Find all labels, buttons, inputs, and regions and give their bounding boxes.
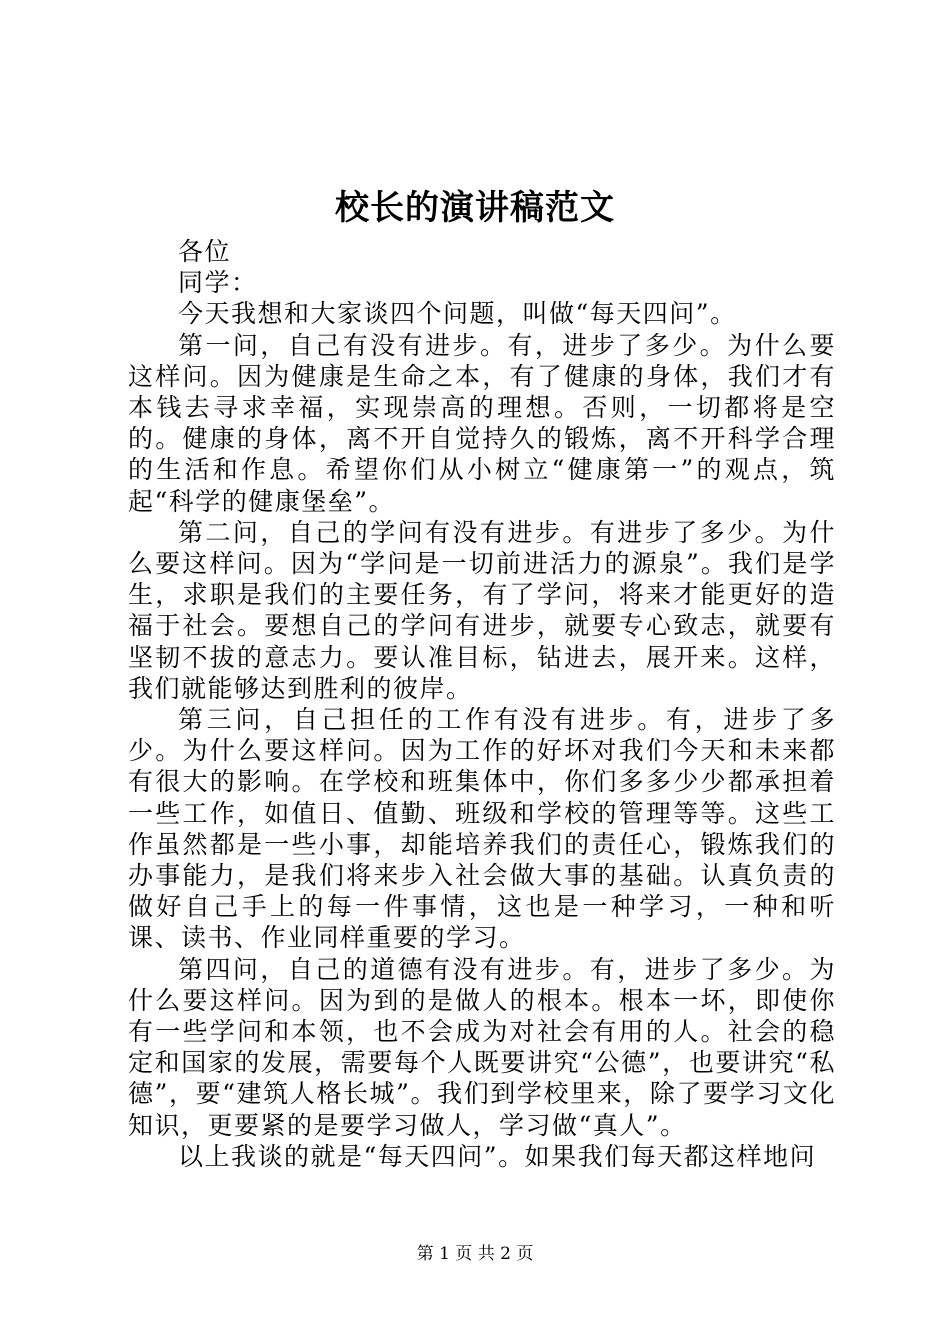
paragraph-question-2: 第二问，自己的学问有没有进步。有进步了多少。为什么要这样问。因为“学问是一切前进活力的源泉”。我们是学生，求职是我们的主要任务，有了学问，将来才能更好的造福于社会。要想自己的学问有进步，就要专心致志，就要有坚韧不拔的意志力。要认准目标，钻进去，展开来。这样，我们就能够达到胜利的彼岸。 [128,517,836,703]
paragraph-intro: 今天我想和大家谈四个问题，叫做“每天四问”。 [178,299,737,329]
paragraph-salutation-2: 同学： [178,268,258,298]
paragraph-salutation-1: 各位 [178,237,232,266]
page-footer: 第 1 页 共 2 页 [416,1244,534,1264]
paragraph-question-1: 第一问，自己有没有进步。有，进步了多少。为什么要这样问。因为健康是生命之本，有了健康的身体，我们才有本钱去寻求幸福，实现崇高的理想。否则，一切都将是空的。健康的身体，离不开自觉持久的锻炼，离不开科学合理的生活和作息。希望你们从小树立“健康第一”的观点，筑起“科学的健康堡垒”。 [128,330,836,516]
document-body [128,236,836,1172]
paragraph-question-3: 第三问，自己担任的工作有没有进步。有，进步了多少。为什么要这样问。因为工作的好坏对我们今天和未来都有很大的影响。在学校和班集体中，你们多多少少都承担着一些工作，如值日、值勤、班级和学校的管理等等。这些工作虽然都是一些小事，却能培养我们的责任心，锻炼我们的办事能力，是我们将来步入社会做大事的基础。认真负责的做好自己手上的每一件事情，这也是一种学习，一种和听课、读书、作业同样重要的学习。 [128,705,836,953]
document-title: 校长的演讲稿范文 [335,188,615,228]
paragraph-conclusion: 以上我谈的就是“每天四问”。如果我们每天都这样地问 [178,1141,817,1171]
paragraph-question-4: 第四问，自己的道德有没有进步。有，进步了多少。为什么要这样问。因为到的是做人的根本。根本一坏，即使你有一些学问和本领，也不会成为对社会有用的人。社会的稳定和国家的发展，需要每个人既要讲究“公德”，也要讲究“私德”，要“建筑人格长城”。我们到学校里来，除了要学习文化知识，更要紧的是要学习做人，学习做“真人”。 [128,954,836,1140]
